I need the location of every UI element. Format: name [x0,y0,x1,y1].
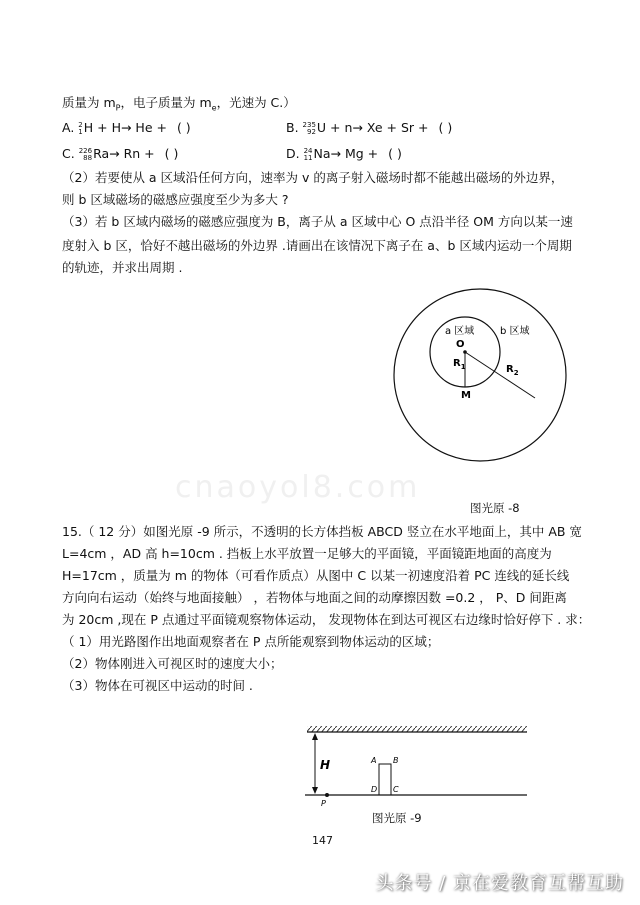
intro-text-2: ，电子质量为 m [120,95,212,110]
p15-line-4: 方向向右运动（始终与地面接触） ，若物体与地面之间的动摩擦因数 =0.2 ， P、D 间距离 [62,590,567,605]
label-c: C [393,785,399,794]
label-h: H [320,758,331,772]
radius-r2-line [465,352,535,398]
label-r2: $R_2$ [506,364,519,377]
q3-line-2: 度射入 b 区，恰好不越出磁场的外边界 .请画出在该情况下离子在 a、b 区域内运动一个周期 [62,238,572,253]
label-b-region: b 区域 [500,326,530,337]
watermark: cnaoyol8.com [175,470,421,505]
label-m: M [461,390,471,401]
label-b: B [393,756,399,765]
option-c-equation: Ra→ Rn + [93,146,155,161]
option-a-blank: ( ) [176,120,191,135]
option-d-blank: ( ) [388,146,402,161]
figure-9-caption: 图光原 -9 [372,811,422,825]
option-c-label: C. [62,146,75,161]
height-arrow-bottom [312,787,318,794]
option-a-equation: H + H→ He + [83,120,167,135]
option-d-label: D. [286,146,300,161]
option-c [62,146,178,162]
label-d: D [371,785,378,794]
figure-9-diagram [295,722,535,812]
intro-text-1: 质量为 m [62,95,116,110]
p15-line-5: 为 20cm ,现在 P 点通过平面镜观察物体运动， 发现物体在到达可视区右边缘时恰好停下 . 求： [62,612,591,627]
point-p [325,793,329,797]
label-a: A [371,756,377,765]
intro-sub-e: e [211,103,217,113]
option-d-equation: Na→ Mg + [313,146,379,161]
p15-line-3: H=17cm ，质量为 m 的物体（可看作质点）从图中 C 以某一初速度沿着 PC 连线的延长线 [62,568,570,583]
option-b-blank: ( ) [438,120,453,135]
q2-line-1: （2）若要使从 a 区域沿任何方向，速率为 v 的离子射入磁场时都不能越出磁场的外边界， [62,170,564,185]
q3-line-1: （3）若 b 区域内磁场的磁感应强度为 B，离子从 a 区域中心 O 点沿半径 OM 方向以某一速 [62,214,573,229]
outer-circle [394,289,566,461]
option-b [286,120,452,136]
option-d [286,146,402,162]
p15-line-1: 15.（ 12 分）如图光原 -9 所示，不透明的长方体挡板 ABCD 竖立在水平地面上，其中 AB 宽 [62,524,582,539]
label-r1: $R_1$ [453,358,466,371]
option-a-nuclide-1: 2 1 [78,120,83,136]
figure-8-diagram [385,280,575,470]
option-d-nuclide-1: 24 11 [303,146,313,162]
option-b-equation: U + n→ Xe + Sr + [316,120,429,135]
option-b-label: B. [286,120,299,135]
label-p: P [321,799,326,808]
page-number: 147 [312,834,333,847]
p15-line-2: L=4cm ，AD 高 h=10cm . 挡板上水平放置一足够大的平面镜，平面镜距地面的高度为 [62,546,552,561]
intro-line [62,95,296,117]
figure-8-caption: 图光原 -8 [470,501,520,515]
intro-sub-p: P [115,103,121,113]
p15-subquestion-1: （ 1）用光路图作出地面观察者在 P 点所能观察到物体运动的区域； [62,634,440,649]
option-a [62,120,191,136]
barrier-abcd [379,764,391,795]
label-a-region: a 区域 [445,326,475,337]
option-b-nuclide-1: 235 92 [302,120,316,136]
mirror-hatching [307,726,527,732]
footer-watermark: 头条号 / 京在爱教育互帮互助 [375,873,624,894]
option-a-label: A. [62,120,75,135]
q2-line-2: 则 b 区域磁场的磁感应强度至少为多大 ? [62,192,289,207]
intro-text-3: ，光速为 C.） [216,95,296,110]
option-c-nuclide-1: 226 88 [78,146,93,162]
label-o: O [456,339,465,350]
option-c-blank: ( ) [164,146,179,161]
p15-subquestion-3: （3）物体在可视区中运动的时间 . [62,678,253,693]
center-point-o [463,350,467,354]
p15-subquestion-2: （2）物体刚进入可视区时的速度大小； [62,656,283,671]
q3-line-3: 的轨迹，并求出周期 . [62,260,183,275]
height-arrow-top [312,733,318,740]
